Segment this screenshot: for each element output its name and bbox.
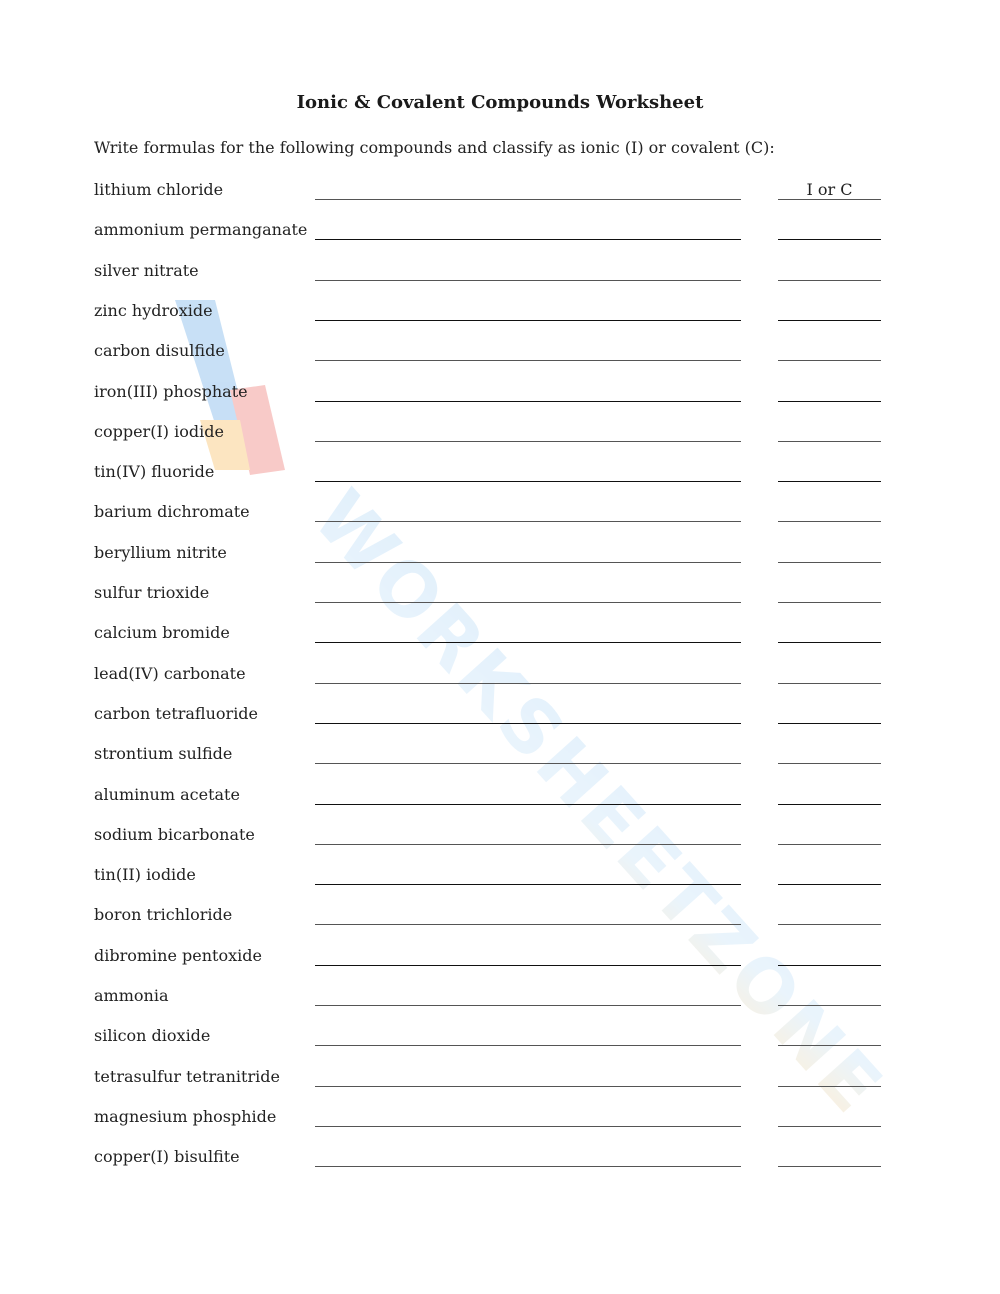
formula-answer-line[interactable] (315, 763, 741, 764)
compound-name: calcium bromide (94, 623, 230, 643)
compound-row (0, 905, 1000, 945)
classification-answer-line[interactable] (778, 924, 881, 925)
compound-row (0, 583, 1000, 623)
formula-answer-line[interactable] (315, 1126, 741, 1127)
compound-name: carbon disulfide (94, 341, 225, 361)
compound-row (0, 422, 1000, 462)
compound-row (0, 825, 1000, 865)
compound-name: copper(I) iodide (94, 421, 224, 441)
compound-row (0, 946, 1000, 986)
compound-row (0, 1107, 1000, 1147)
compound-row (0, 261, 1000, 301)
formula-answer-line[interactable] (315, 642, 741, 643)
compound-row (0, 502, 1000, 542)
formula-answer-line[interactable] (315, 602, 741, 603)
compound-name: beryllium nitrite (94, 542, 227, 562)
compound-name: tin(II) iodide (94, 865, 196, 885)
compound-row (0, 744, 1000, 784)
formula-answer-line[interactable] (315, 441, 741, 442)
compound-name: copper(I) bisulfite (94, 1147, 240, 1167)
classification-answer-line[interactable] (778, 280, 881, 281)
classification-answer-line[interactable] (778, 521, 881, 522)
classification-answer-line[interactable] (778, 360, 881, 361)
classification-answer-line[interactable] (778, 1126, 881, 1127)
formula-answer-line[interactable] (315, 562, 741, 563)
formula-answer-line[interactable] (315, 1005, 741, 1006)
compound-name: carbon tetrafluoride (94, 703, 259, 723)
compound-name: barium dichromate (94, 502, 250, 522)
classification-answer-line[interactable] (778, 239, 881, 240)
compound-name: lithium chloride (94, 180, 224, 199)
compound-name: silver nitrate (94, 260, 199, 280)
compound-name: strontium sulfide (94, 744, 233, 764)
compound-name: zinc hydroxide (94, 300, 213, 320)
formula-answer-line[interactable] (315, 239, 741, 240)
compound-row (0, 1026, 1000, 1066)
formula-answer-line[interactable] (315, 1045, 741, 1046)
compound-row (0, 785, 1000, 825)
compound-row (0, 220, 1000, 260)
compound-name: ammonia (94, 986, 169, 1005)
compound-row (0, 704, 1000, 744)
compound-name: boron trichloride (94, 905, 233, 925)
classification-answer-line[interactable] (778, 683, 881, 684)
compound-row (0, 462, 1000, 502)
formula-answer-line[interactable] (315, 521, 741, 522)
classification-answer-line[interactable] (778, 723, 881, 724)
watermark-text: WORKSHEETZONE (296, 474, 901, 1132)
compound-row (0, 865, 1000, 905)
classification-answer-line[interactable] (778, 1045, 881, 1046)
compound-row (0, 341, 1000, 381)
classification-answer-line[interactable] (778, 1086, 881, 1087)
formula-answer-line[interactable] (315, 199, 741, 200)
compound-name: dibromine pentoxide (94, 945, 262, 965)
instructions: Write formulas for the following compounds and classify as ionic (I) or covalent (C): (94, 138, 775, 157)
classification-answer-line[interactable] (778, 199, 881, 200)
formula-answer-line[interactable] (315, 320, 741, 321)
classification-answer-line[interactable] (778, 642, 881, 643)
classification-answer-line[interactable] (778, 884, 881, 885)
compound-name: silicon dioxide (94, 1026, 211, 1046)
classification-answer-line[interactable] (778, 1166, 881, 1167)
compound-name: magnesium phosphide (94, 1106, 277, 1126)
compound-row (0, 382, 1000, 422)
formula-answer-line[interactable] (315, 844, 741, 845)
classification-answer-line[interactable] (778, 320, 881, 321)
compound-row (0, 623, 1000, 663)
formula-answer-line[interactable] (315, 280, 741, 281)
classification-answer-line[interactable] (778, 844, 881, 845)
formula-answer-line[interactable] (315, 924, 741, 925)
compound-row (0, 180, 1000, 220)
compound-row (0, 301, 1000, 341)
compound-row (0, 543, 1000, 583)
compound-row (0, 1067, 1000, 1107)
classification-answer-line[interactable] (778, 441, 881, 442)
compound-name: ammonium permanganate (94, 220, 308, 240)
compound-row (0, 1147, 1000, 1187)
ionic-covalent-header: I or C (806, 180, 853, 199)
compound-name: lead(IV) carbonate (94, 663, 246, 683)
formula-answer-line[interactable] (315, 884, 741, 885)
classification-answer-line[interactable] (778, 602, 881, 603)
classification-answer-line[interactable] (778, 401, 881, 402)
formula-answer-line[interactable] (315, 804, 741, 805)
classification-answer-line[interactable] (778, 804, 881, 805)
classification-answer-line[interactable] (778, 481, 881, 482)
classification-answer-line[interactable] (778, 763, 881, 764)
formula-answer-line[interactable] (315, 481, 741, 482)
compound-name: iron(III) phosphate (94, 381, 248, 401)
compound-name: tin(IV) fluoride (94, 462, 215, 482)
compound-name: sodium bicarbonate (94, 824, 255, 844)
formula-answer-line[interactable] (315, 723, 741, 724)
classification-answer-line[interactable] (778, 562, 881, 563)
page-title: Ionic & Covalent Compounds Worksheet (296, 92, 704, 113)
formula-answer-line[interactable] (315, 401, 741, 402)
compound-name: tetrasulfur tetranitride (94, 1066, 280, 1086)
classification-answer-line[interactable] (778, 1005, 881, 1006)
formula-answer-line[interactable] (315, 965, 741, 966)
compound-name: aluminum acetate (94, 784, 240, 804)
compound-name: sulfur trioxide (94, 583, 210, 602)
formula-answer-line[interactable] (315, 1166, 741, 1167)
compound-row (0, 664, 1000, 704)
formula-answer-line[interactable] (315, 1086, 741, 1087)
formula-answer-line[interactable] (315, 683, 741, 684)
classification-answer-line[interactable] (778, 965, 881, 966)
compound-row (0, 986, 1000, 1026)
formula-answer-line[interactable] (315, 360, 741, 361)
